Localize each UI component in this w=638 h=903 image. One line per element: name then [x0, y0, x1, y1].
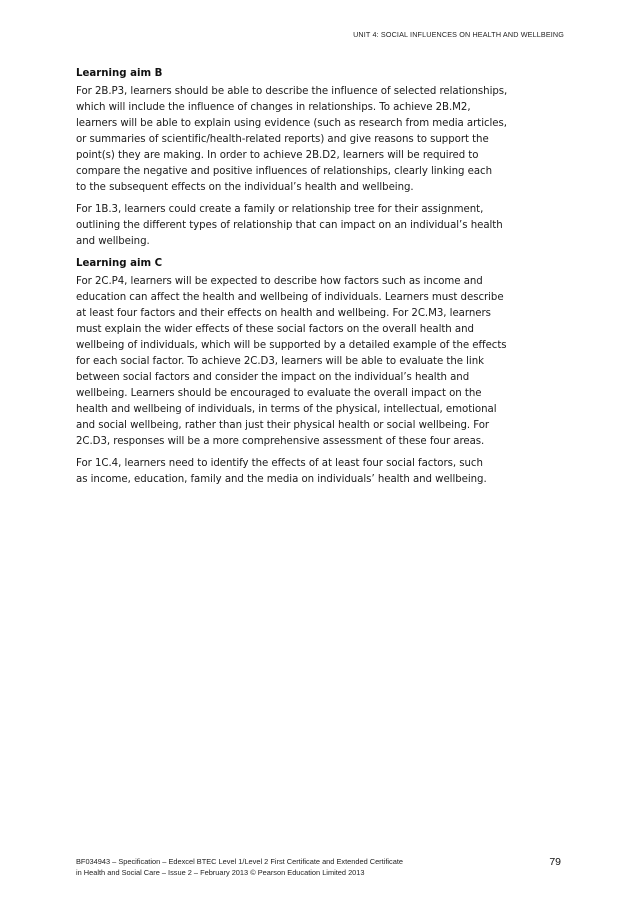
text-line: For 2C.P4, learners will be expected to describe how factors such as income and — [76, 276, 483, 287]
text-line: wellbeing. Learners should be encouraged to evaluate the overall impact on the — [76, 388, 482, 399]
text-line: compare the negative and positive influences of relationships, clearly linking each — [76, 166, 492, 177]
text-line: which will include the influence of changes in relationships. To achieve 2B.M2, — [76, 102, 471, 113]
text-line: For 1B.3, learners could create a family or relationship tree for their assignment, — [76, 204, 484, 215]
text-line: education can affect the health and wellbeing of individuals. Learners must describe — [76, 292, 504, 303]
text-line: 2C.D3, responses will be a more comprehensive assessment of these four areas. — [76, 436, 485, 447]
running-header: UNIT 4: SOCIAL INFLUENCES ON HEALTH AND WELLBEING — [353, 30, 564, 39]
text-line: as income, education, family and the media on individuals’ health and wellbeing. — [76, 474, 487, 485]
text-line: between social factors and consider the impact on the individual’s health and — [76, 372, 470, 383]
text-line: must explain the wider effects of these social factors on the overall health and — [76, 324, 474, 335]
text-line: wellbeing of individuals, which will be supported by a detailed example of the effects — [76, 340, 507, 351]
text-line: For 1C.4, learners need to identify the effects of at least four social factors, such — [76, 458, 483, 469]
text-line: and social wellbeing, rather than just their physical health or social wellbeing. For — [76, 420, 490, 431]
learning-aim-b-heading: Learning aim B — [76, 68, 163, 79]
learning-aim-c-heading: Learning aim C — [76, 258, 163, 269]
text-line: to the subsequent effects on the individual’s health and wellbeing. — [76, 182, 414, 193]
text-line: at least four factors and their effects on health and wellbeing. For 2C.M3, learners — [76, 308, 491, 319]
learning-aim-c-paragraph-2 — [76, 456, 556, 488]
text-line: outlining the different types of relationship that can impact on an individual’s health — [76, 220, 503, 231]
footer-line-2: in Health and Social Care – Issue 2 – February 2013 © Pearson Education Limited 2013 — [76, 868, 365, 877]
text-line: and wellbeing. — [76, 236, 150, 247]
learning-aim-c-paragraph-1 — [76, 274, 556, 450]
page-footer — [76, 856, 566, 878]
text-line: learners will be able to explain using evidence (such as research from media articles, — [76, 118, 507, 129]
footer-line-1: BF034943 – Specification – Edexcel BTEC Level 1/Level 2 First Certificate and Extended Certificate — [76, 857, 404, 866]
learning-aim-b-paragraph-2 — [76, 202, 556, 250]
text-line: For 2B.P3, learners should be able to describe the influence of selected relationships, — [76, 86, 508, 97]
text-line: point(s) they are making. In order to achieve 2B.D2, learners will be required to — [76, 150, 479, 161]
page-body — [76, 66, 556, 494]
text-line: or summaries of scientific/health-related reports) and give reasons to support the — [76, 134, 489, 145]
text-line: health and wellbeing of individuals, in terms of the physical, intellectual, emotional — [76, 404, 497, 415]
learning-aim-b-paragraph-1 — [76, 84, 556, 196]
text-line: for each social factor. To achieve 2C.D3, learners will be able to evaluate the link — [76, 356, 484, 367]
page-number: 79 — [549, 856, 561, 868]
